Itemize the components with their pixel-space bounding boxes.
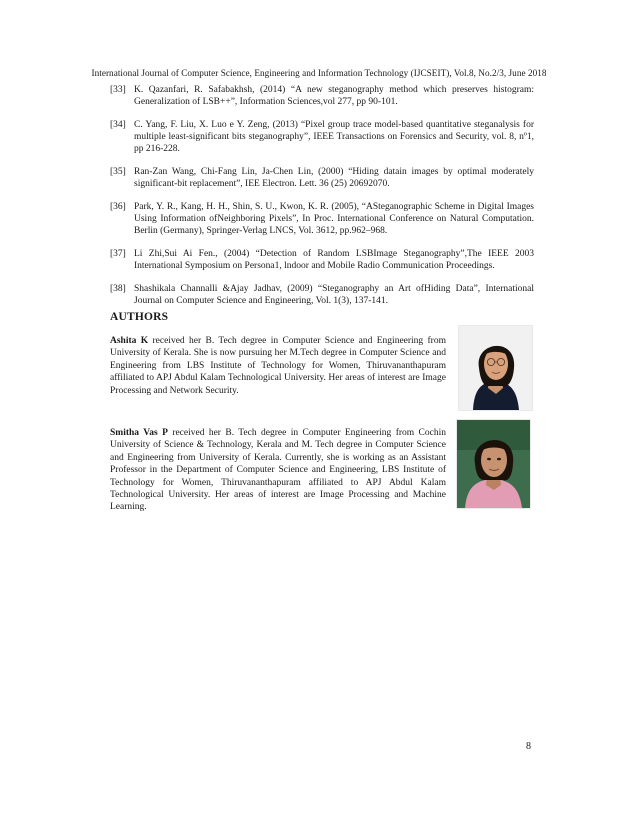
reference-item (110, 283, 534, 307)
reference-number: [34] (110, 119, 126, 130)
reference-text: Shashikala Channalli &Ajay Jadhav, (2009) “Steganography an Art ofHiding Data”, International Journal on Computer Science and Engineering, Vol. 1(3), 137-141. (134, 283, 534, 307)
page-number: 8 (526, 741, 531, 752)
author-name: Smitha Vas P (110, 428, 168, 438)
reference-number: [37] (110, 249, 126, 260)
journal-header: International Journal of Computer Science, Engineering and Information Technology (IJCSEIT), Vol.8, No.2/3, June 2018 (91, 68, 547, 78)
reference-number: [36] (110, 201, 126, 212)
reference-text: K. Qazanfari, R. Safabakhsh, (2014) “A new steganography method which preserves histogram: Generalization of LSB++”, Information Sciences,vol 277, pp 90-101. (134, 85, 534, 108)
author-photo (456, 419, 531, 509)
author-bio (110, 335, 446, 397)
author-name: Ashita K (110, 336, 149, 346)
reference-number: [35] (110, 167, 126, 178)
reference-item (110, 84, 534, 108)
reference-text: Li Zhi,Sui Ai Fen., (2004) “Detection of Random LSBImage Steganography”,The IEEE 2003 International Symposium on Persona1, lndoor and Mobile Radio Communication Proceedings. (134, 249, 534, 272)
reference-text: Park, Y. R., Kang, H. H., Shin, S. U., Kwon, K. R. (2005), “ASteganographic Scheme in Digital Images Using Information ofNeighboring Pixels”, In Proc. International Conference on Natural Computation. Berlin (Germany), Springer-Verlag LNCS, Vol. 3612, pp.962–968. (134, 201, 534, 237)
authors-heading: AUTHORS (110, 311, 169, 323)
reference-item (110, 248, 534, 272)
reference-item (110, 119, 534, 156)
author-bio-text: received her B. Tech degree in Computer Engineering from Cochin University of Science & Technology, Kerala and M. Tech degree in Computer Science and Engineering from University of Kerala. Currently, she is working as an Assistant Professor in the Department of Computer Science and Engineering, LBS Institute of Technology for Women, Thiruvananthapuram affiliated to APJ Abdul Kalam Technological University. Her areas of interest are Image Processing and Machine Learning. (110, 428, 446, 513)
reference-number: [33] (110, 85, 126, 95)
reference-item (110, 166, 534, 190)
author-photo (458, 325, 533, 411)
author-bio-text: received her B. Tech degree in Computer Science and Engineering from University of Kerala. She is now pursuing her M.Tech degree in Computer Science and Engineering from LBS Institute of Technology for Women, Thiruvananthapuram affiliated to APJ Abdul Kalam Technological University. Her areas of interest are Image Processing and Network Security. (110, 336, 446, 396)
reference-item (110, 201, 534, 238)
author-bio (110, 427, 446, 514)
reference-text: C. Yang, F. Liu, X. Luo e Y. Zeng, (2013) “Pixel group trace model-based quantitative steganalysis for multiple least-significant bits steganography”, IEEE Transactions on Forensics and Security, vol. 8, nº1, pp 216-228. (134, 119, 534, 155)
author-portrait-image (459, 326, 532, 410)
reference-list (110, 84, 534, 318)
reference-text: Ran-Zan Wang, Chi-Fang Lin, Ja-Chen Lin, (2000) “Hiding datain images by optimal moderately significant-bit replacement”, IEE Electron. Lett. 36 (25) 20692070. (134, 167, 534, 190)
reference-number: [38] (110, 283, 126, 294)
author-portrait-image (457, 420, 530, 508)
